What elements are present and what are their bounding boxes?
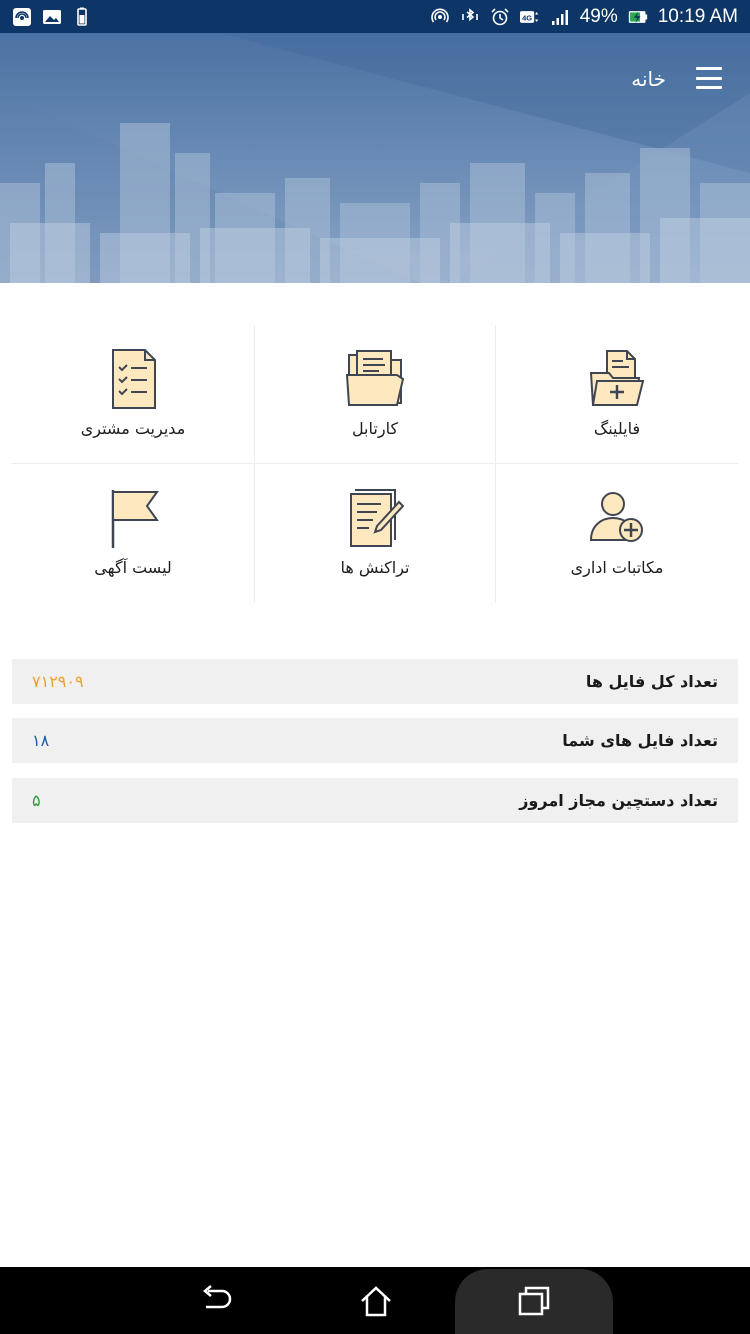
- stat-daily-picks: [12, 778, 738, 823]
- user-add-icon: [585, 486, 649, 550]
- page-title: خانه: [631, 67, 666, 91]
- signal-icon: [550, 7, 570, 27]
- status-left: [12, 7, 92, 27]
- battery-saver-icon: [72, 7, 92, 27]
- svg-text:4G: 4G: [521, 12, 532, 22]
- tile-transactions[interactable]: [254, 464, 496, 603]
- back-icon[interactable]: [196, 1267, 236, 1334]
- tile-label: تراکنش ها: [340, 558, 410, 577]
- tile-label: کارتابل: [351, 419, 399, 438]
- flag-icon: [101, 486, 165, 550]
- hamburger-menu-icon[interactable]: [696, 67, 722, 89]
- stat-total-files: [12, 659, 738, 704]
- stat-label: تعداد دستچین مجاز امروز: [519, 791, 718, 810]
- stat-value: ۷۱۲۹۰۹: [32, 672, 84, 691]
- tile-label: مدیریت مشتری: [80, 419, 186, 438]
- vibrate-bluetooth-icon: [460, 7, 480, 27]
- battery-percent: 49%: [579, 5, 618, 27]
- tile-label: فایلینگ: [593, 419, 641, 438]
- status-right: [430, 6, 738, 28]
- module-grid: [12, 325, 738, 603]
- clock: 10:19 AM: [657, 5, 738, 27]
- tile-label: مکاتبات اداری: [570, 558, 664, 577]
- stat-value: ۵: [32, 791, 41, 810]
- stat-label: تعداد فایل های شما: [562, 731, 718, 750]
- recent-apps-icon[interactable]: [514, 1267, 554, 1334]
- stat-your-files: [12, 718, 738, 763]
- battery-charging-icon: [628, 7, 648, 27]
- alarm-icon: [490, 7, 510, 27]
- image-icon: [42, 7, 62, 27]
- document-edit-icon: [343, 486, 407, 550]
- stat-label: تعداد کل فایل ها: [585, 672, 718, 691]
- files-folder-icon: [343, 347, 407, 411]
- home-icon[interactable]: [356, 1267, 396, 1334]
- tile-cartable[interactable]: [254, 325, 496, 464]
- tile-customer-management[interactable]: [12, 325, 254, 464]
- tile-filing[interactable]: [496, 325, 738, 464]
- navigation-bar: [0, 1267, 750, 1334]
- header-banner: [0, 33, 750, 283]
- tile-label: لیست آگهی: [94, 558, 172, 577]
- stat-value: ۱۸: [32, 731, 50, 750]
- tile-office-correspondence[interactable]: [496, 464, 738, 603]
- status-bar: [0, 0, 750, 33]
- folder-add-icon: [585, 347, 649, 411]
- tile-ad-list[interactable]: [12, 464, 254, 603]
- hotspot-icon: [12, 7, 32, 27]
- network-4g-icon: [520, 7, 540, 27]
- hotspot-icon: [430, 7, 450, 27]
- checklist-icon: [101, 347, 165, 411]
